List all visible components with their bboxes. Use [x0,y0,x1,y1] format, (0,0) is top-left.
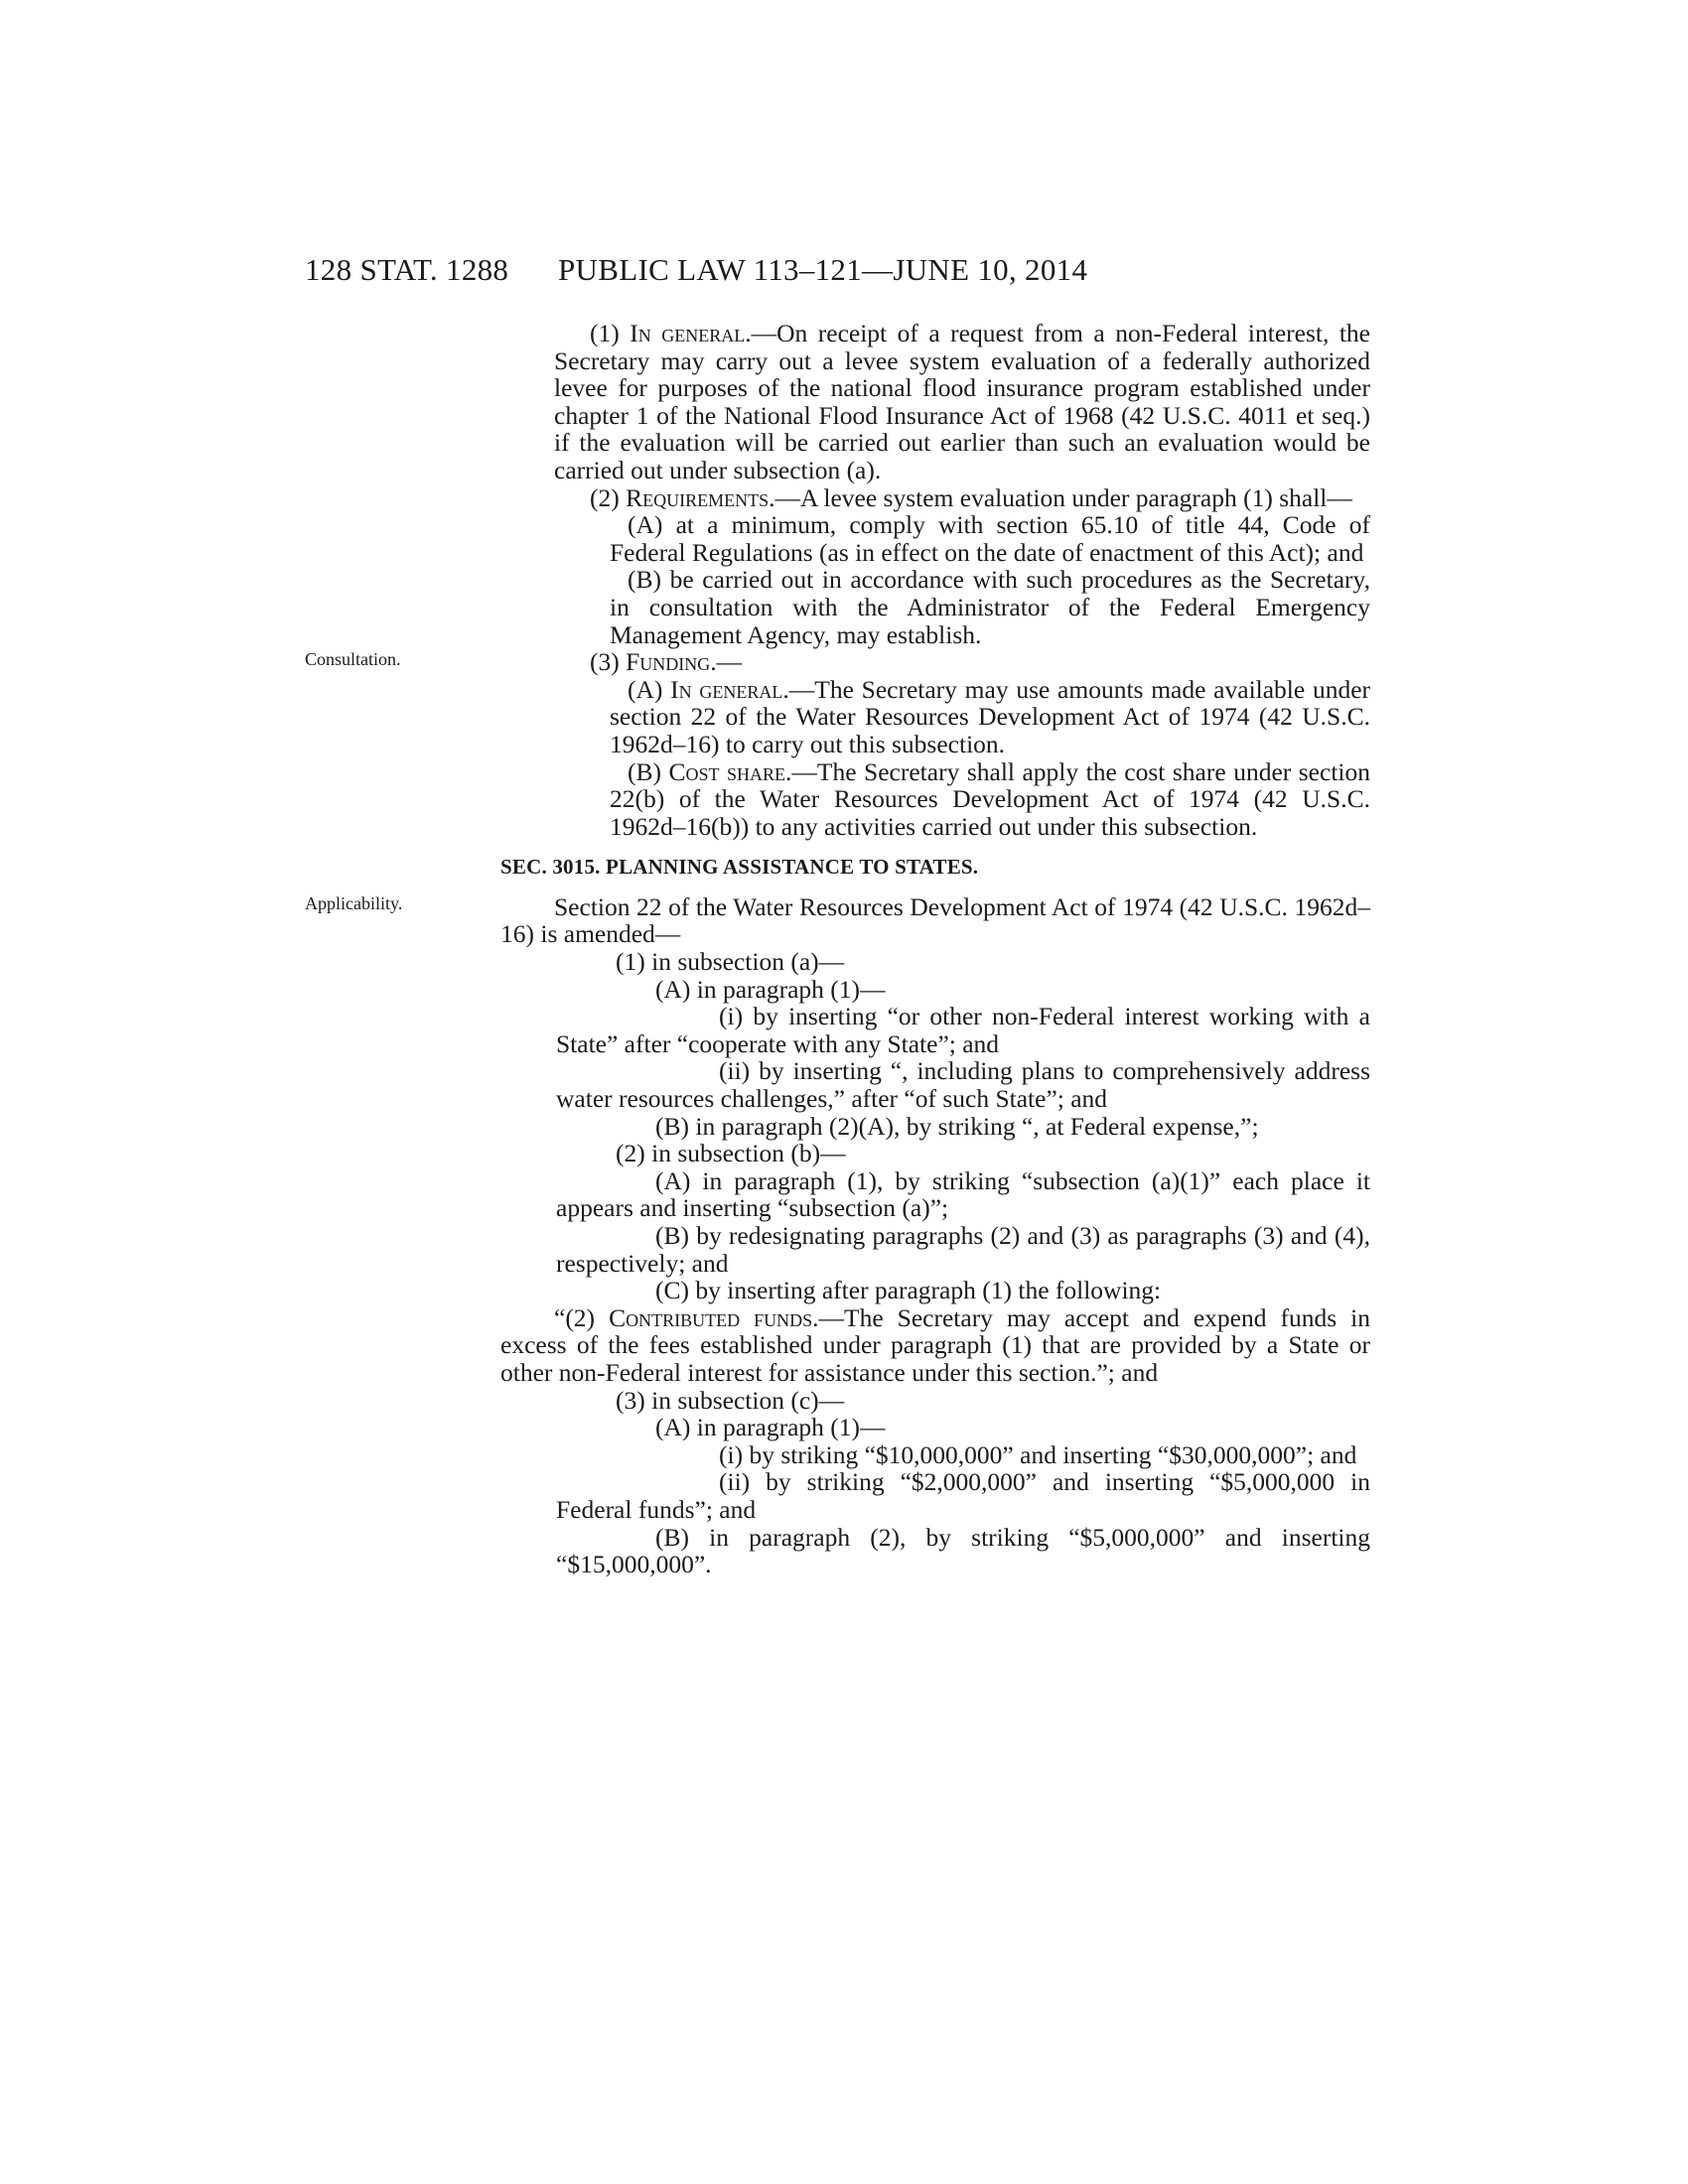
amendment-3a-i: (i) by striking “$10,000,000” and inserting “$30,000,000”; and [719,1439,1357,1469]
subparagraph-3a: (A) In general.—The Secretary may use amounts made available under section 22 of the Water Resources Development Act of 1974 (42 U.S.C. 1962d–16) to carry out this subsection. [610,674,1371,758]
margin-note-consultation: Consultation. [305,649,401,669]
inserted-paragraph-contributed-funds: “(2) Contributed funds.—The Secretary may accept and expend funds in excess of the fees established under paragraph (1) that are provided by a State or other non-Federal interest for assistance under this section.”; and [500,1302,1371,1387]
statute-page-reference: 128 STAT. 1288 [305,252,509,287]
section-heading: SEC. 3015. PLANNING ASSISTANCE TO STATES. [500,855,979,880]
paragraph-heading: Funding [626,647,711,677]
amendment-1a-i: (i) by inserting “or other non-Federal interest working with a State” after “cooperate with any State”; and [556,1002,1370,1058]
inserted-paragraph-heading: Contributed funds [609,1302,813,1332]
amendment-1b: (B) in paragraph (2)(A), by striking “, at Federal expense,”; [655,1111,1259,1141]
amendment-3a-ii: (ii) by striking “$2,000,000” and inserting “$5,000,000 in Federal funds”; and [556,1467,1370,1524]
amendment-1a: (A) in paragraph (1)— [655,974,886,1004]
paragraph-1: (1) In general.—On receipt of a request from a non-Federal interest, the Secretary may carry out a levee system evaluation of a federally authorized levee for purposes of the national flood insurance program established under chapter 1 of the National Flood Insurance Act of 1968 (42 U.S.C. 4011 et seq.) if the evaluation will be carried out earlier than such an evaluation would be carried out under subsection (a). [554,319,1370,484]
amendment-2c: (C) by inserting after paragraph (1) the following: [655,1276,1162,1305]
amendment-2b: (B) by redesignating paragraphs (2) and (3) as paragraphs (3) and (4), respectively; and [556,1221,1370,1278]
section-intro: Section 22 of the Water Resources Development Act of 1974 (42 U.S.C. 1962d–16) is amended— [500,891,1370,949]
margin-note-applicability: Applicability. [305,893,403,913]
document-body [500,319,1371,1579]
subparagraph-heading: In general [670,674,783,704]
paragraph-heading: In general [630,319,746,347]
subparagraph-2a: (A) at a minimum, comply with section 65.10 of title 44, Code of Federal Regulations (as in effect on the date of enactment of this Act); and [610,510,1370,567]
subparagraph-heading: Cost share [668,756,786,786]
subparagraph-3b: (B) Cost share.—The Secretary shall apply the cost share under section 22(b) of the Water Resources Development Act of 1974 (42 U.S.C. 1962d–16(b)) to any activities carried out under this subsection. [610,756,1370,841]
paragraph-2: (2) Requirements.—A levee system evaluation under paragraph (1) shall— [590,482,1352,512]
amendment-3: (3) in subsection (c)— [616,1385,845,1415]
amendment-1a-ii: (ii) by inserting “, including plans to comprehensively address water resources challenges,” after “of such State”; and [556,1056,1370,1114]
amendment-3b: (B) in paragraph (2), by striking “$5,000,000” and inserting “$15,000,000”. [556,1522,1370,1579]
page-header-title: PUBLIC LAW 113–121—JUNE 10, 2014 [558,252,1088,287]
paragraph-heading: Requirements [626,482,770,512]
amendment-3a: (A) in paragraph (1)— [655,1413,886,1442]
paragraph-3: (3) Funding.— [590,647,743,677]
amendment-2a: (A) in paragraph (1), by striking “subsection (a)(1)” each place it appears and inserting “subsection (a)”; [556,1165,1370,1223]
subparagraph-2b: (B) be carried out in accordance with such procedures as the Secretary, in consultation with the Administrator of the Federal Emergency Management Agency, may establish. [610,565,1370,649]
amendment-2: (2) in subsection (b)— [616,1139,846,1168]
amendment-1: (1) in subsection (a)— [616,947,845,977]
